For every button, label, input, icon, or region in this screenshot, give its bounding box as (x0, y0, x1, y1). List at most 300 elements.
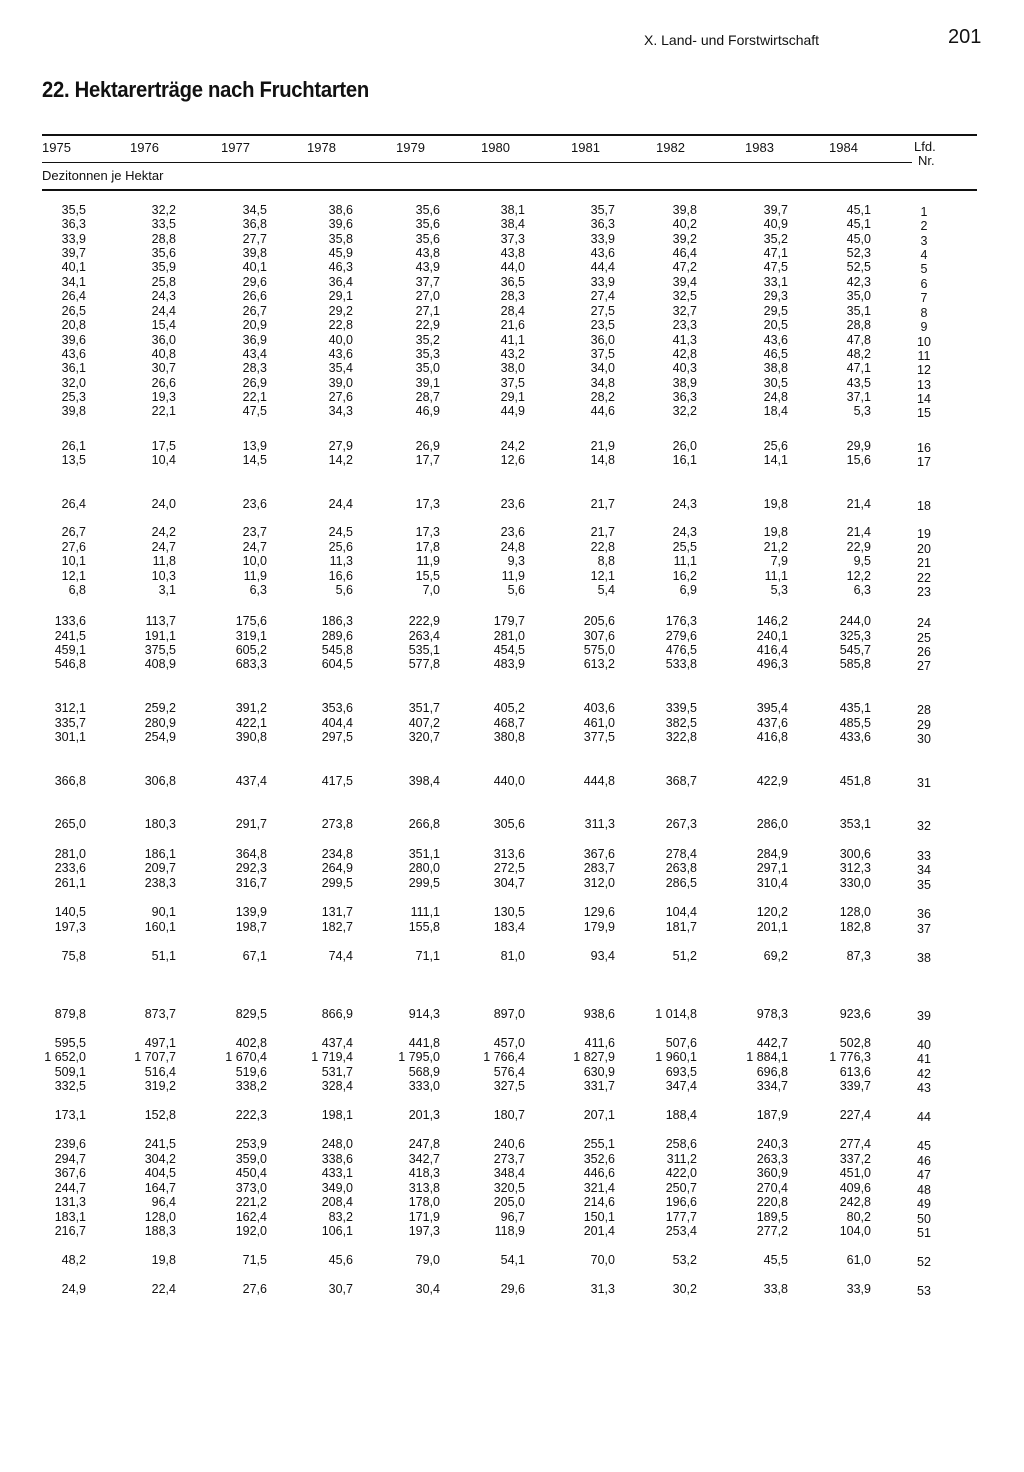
table-cell: 261,1 (54, 876, 86, 890)
table-cell: 43,9 (415, 260, 440, 274)
table-cell: 20,9 (242, 318, 267, 332)
table-cell: 244,0 (839, 614, 871, 628)
table-cell: 160,1 (144, 920, 176, 934)
table-cell: 35,6 (151, 246, 176, 260)
table-cell: 26,6 (242, 289, 267, 303)
table-cell: 7,9 (770, 554, 788, 568)
year-header-1979: 1979 (396, 140, 425, 155)
row-number: 45 (917, 1139, 931, 1153)
table-cell: 45,9 (328, 246, 353, 260)
table-cell: 104,4 (665, 905, 697, 919)
row-number: 48 (917, 1183, 931, 1197)
table-cell: 39,6 (328, 217, 353, 231)
table-cell: 43,8 (415, 246, 440, 260)
table-cell: 263,8 (665, 861, 697, 875)
table-cell: 866,9 (321, 1007, 353, 1021)
table-cell: 46,9 (415, 404, 440, 418)
table-cell: 422,9 (756, 774, 788, 788)
table-cell: 310,4 (756, 876, 788, 890)
row-number: 24 (917, 616, 931, 630)
table-cell: 27,5 (590, 304, 615, 318)
table-cell: 1 776,3 (829, 1050, 871, 1064)
row-number: 49 (917, 1197, 931, 1211)
table-cell: 42,8 (672, 347, 697, 361)
row-number: 27 (917, 659, 931, 673)
table-cell: 1 670,4 (225, 1050, 267, 1064)
table-cell: 216,7 (54, 1224, 86, 1238)
table-cell: 183,1 (54, 1210, 86, 1224)
row-number: 18 (917, 499, 931, 513)
table-cell: 349,0 (321, 1181, 353, 1195)
table-cell: 23,7 (242, 525, 267, 539)
table-cell: 404,4 (321, 716, 353, 730)
table-cell: 441,8 (408, 1036, 440, 1050)
table-cell: 21,9 (590, 439, 615, 453)
table-cell: 33,5 (151, 217, 176, 231)
table-cell: 22,1 (151, 404, 176, 418)
table-cell: 39,7 (61, 246, 86, 260)
table-cell: 11,9 (501, 569, 525, 583)
table-cell: 11,9 (416, 554, 440, 568)
table-cell: 418,3 (408, 1166, 440, 1180)
table-cell: 277,2 (756, 1224, 788, 1238)
table-cell: 35,6 (415, 232, 440, 246)
table-cell: 6,9 (679, 583, 697, 597)
table-cell: 222,9 (408, 614, 440, 628)
table-cell: 35,7 (590, 203, 615, 217)
table-cell: 173,1 (54, 1108, 86, 1122)
table-cell: 182,7 (321, 920, 353, 934)
table-cell: 39,8 (242, 246, 267, 260)
table-cell: 37,5 (500, 376, 525, 390)
table-cell: 28,4 (500, 304, 525, 318)
table-cell: 241,5 (144, 1137, 176, 1151)
table-cell: 22,9 (415, 318, 440, 332)
table-cell: 46,5 (763, 347, 788, 361)
table-cell: 35,0 (415, 361, 440, 375)
table-cell: 214,6 (583, 1195, 615, 1209)
table-cell: 380,8 (493, 730, 525, 744)
table-cell: 253,4 (665, 1224, 697, 1238)
table-cell: 12,1 (590, 569, 615, 583)
table-cell: 5,3 (770, 583, 788, 597)
table-cell: 131,3 (54, 1195, 86, 1209)
table-cell: 36,3 (672, 390, 697, 404)
table-cell: 1 795,0 (398, 1050, 440, 1064)
table-cell: 35,0 (846, 289, 871, 303)
table-cell: 21,2 (763, 540, 788, 554)
table-cell: 444,8 (583, 774, 615, 788)
table-header-bottom-rule (42, 189, 977, 191)
table-cell: 26,0 (672, 439, 697, 453)
table-cell: 106,1 (321, 1224, 353, 1238)
table-cell: 24,8 (763, 390, 788, 404)
table-cell: 47,8 (846, 333, 871, 347)
row-number: 4 (920, 248, 928, 262)
table-cell: 83,2 (328, 1210, 353, 1224)
table-cell: 30,7 (328, 1282, 353, 1296)
table-cell: 263,3 (756, 1152, 788, 1166)
table-cell: 46,3 (328, 260, 353, 274)
table-cell: 33,8 (763, 1282, 788, 1296)
table-cell: 34,1 (61, 275, 86, 289)
table-cell: 693,5 (665, 1065, 697, 1079)
table-cell: 37,1 (846, 390, 871, 404)
table-cell: 26,4 (61, 289, 86, 303)
table-cell: 38,4 (500, 217, 525, 231)
table-cell: 382,5 (665, 716, 697, 730)
table-cell: 297,1 (756, 861, 788, 875)
table-cell: 10,0 (242, 554, 267, 568)
table-cell: 605,2 (235, 643, 267, 657)
table-cell: 43,6 (590, 246, 615, 260)
table-cell: 272,5 (493, 861, 525, 875)
table-cell: 10,3 (151, 569, 176, 583)
table-cell: 829,5 (235, 1007, 267, 1021)
table-cell: 25,6 (328, 540, 353, 554)
table-cell: 27,6 (328, 390, 353, 404)
table-cell: 254,9 (144, 730, 176, 744)
table-cell: 332,5 (54, 1079, 86, 1093)
table-cell: 297,5 (321, 730, 353, 744)
table-cell: 180,3 (144, 817, 176, 831)
table-cell: 398,4 (408, 774, 440, 788)
table-cell: 177,7 (665, 1210, 697, 1224)
table-cell: 180,7 (493, 1108, 525, 1122)
table-cell: 978,3 (756, 1007, 788, 1021)
table-cell: 238,3 (144, 876, 176, 890)
row-number: 40 (917, 1038, 931, 1052)
lfd-label: Lfd. (914, 139, 936, 154)
table-cell: 613,6 (839, 1065, 871, 1079)
table-cell: 367,6 (54, 1166, 86, 1180)
table-cell: 113,7 (145, 614, 176, 628)
row-number: 34 (917, 863, 931, 877)
row-number: 32 (917, 819, 931, 833)
table-cell: 1 827,9 (573, 1050, 615, 1064)
table-cell: 40,2 (672, 217, 697, 231)
table-cell: 267,3 (665, 817, 697, 831)
table-cell: 40,1 (242, 260, 267, 274)
table-cell: 38,8 (763, 361, 788, 375)
table-cell: 22,8 (328, 318, 353, 332)
table-cell: 316,7 (235, 876, 267, 890)
table-cell: 24,9 (61, 1282, 86, 1296)
table-cell: 74,4 (328, 949, 353, 963)
table-cell: 44,9 (500, 404, 525, 418)
table-cell: 286,5 (665, 876, 697, 890)
table-cell: 5,4 (597, 583, 615, 597)
table-cell: 71,1 (415, 949, 440, 963)
table-cell: 17,8 (415, 540, 440, 554)
table-cell: 118,9 (494, 1224, 525, 1238)
lfd-nr-header (914, 140, 936, 168)
table-cell: 22,1 (242, 390, 267, 404)
table-cell: 27,6 (242, 1282, 267, 1296)
table-cell: 47,1 (763, 246, 788, 260)
table-cell: 188,3 (144, 1224, 176, 1238)
table-cell: 417,5 (321, 774, 353, 788)
table-cell: 531,7 (321, 1065, 353, 1079)
table-cell: 14,5 (242, 453, 267, 467)
table-cell: 181,7 (665, 920, 697, 934)
table-cell: 299,5 (321, 876, 353, 890)
year-header-1982: 1982 (656, 140, 685, 155)
table-cell: 69,2 (763, 949, 788, 963)
table-cell: 19,8 (151, 1253, 176, 1267)
table-cell: 338,2 (235, 1079, 267, 1093)
table-cell: 43,6 (61, 347, 86, 361)
table-cell: 533,8 (665, 657, 697, 671)
table-cell: 457,0 (493, 1036, 525, 1050)
table-cell: 366,8 (54, 774, 86, 788)
table-cell: 43,4 (242, 347, 267, 361)
table-cell: 319,2 (144, 1079, 176, 1093)
table-cell: 24,3 (151, 289, 176, 303)
year-header-1981: 1981 (571, 140, 600, 155)
table-cell: 81,0 (500, 949, 525, 963)
table-cell: 104,0 (839, 1224, 871, 1238)
table-cell: 277,4 (839, 1137, 871, 1151)
table-cell: 21,7 (590, 497, 615, 511)
table-cell: 408,9 (144, 657, 176, 671)
table-cell: 331,7 (583, 1079, 615, 1093)
table-cell: 364,8 (235, 847, 267, 861)
table-cell: 29,6 (500, 1282, 525, 1296)
table-cell: 32,5 (672, 289, 697, 303)
table-cell: 47,5 (763, 260, 788, 274)
table-cell: 348,4 (493, 1166, 525, 1180)
table-cell: 459,1 (54, 643, 86, 657)
table-cell: 15,6 (846, 453, 871, 467)
table-cell: 54,1 (500, 1253, 525, 1267)
table-cell: 286,0 (756, 817, 788, 831)
table-cell: 24,7 (151, 540, 176, 554)
table-cell: 13,9 (242, 439, 267, 453)
table-cell: 45,0 (846, 232, 871, 246)
table-cell: 335,7 (54, 716, 86, 730)
table-cell: 5,6 (507, 583, 525, 597)
table-cell: 183,4 (493, 920, 525, 934)
table-cell: 32,2 (672, 404, 697, 418)
table-cell: 29,6 (242, 275, 267, 289)
table-cell: 188,4 (665, 1108, 697, 1122)
table-cell: 26,7 (242, 304, 267, 318)
table-cell: 405,2 (493, 701, 525, 715)
table-cell: 37,3 (500, 232, 525, 246)
table-cell: 300,6 (839, 847, 871, 861)
table-cell: 38,0 (500, 361, 525, 375)
table-cell: 281,0 (54, 847, 86, 861)
table-cell: 179,7 (493, 614, 525, 628)
table-cell: 96,7 (500, 1210, 525, 1224)
table-cell: 416,4 (756, 643, 788, 657)
table-cell: 11,1 (673, 554, 697, 568)
table-cell: 32,0 (61, 376, 86, 390)
table-cell: 24,2 (500, 439, 525, 453)
row-number: 53 (917, 1284, 931, 1298)
table-cell: 36,3 (61, 217, 86, 231)
table-cell: 13,5 (61, 453, 86, 467)
table-cell: 377,5 (583, 730, 615, 744)
table-cell: 40,3 (672, 361, 697, 375)
table-cell: 27,0 (415, 289, 440, 303)
table-cell: 139,9 (235, 905, 267, 919)
table-cell: 14,2 (328, 453, 353, 467)
table-cell: 178,0 (408, 1195, 440, 1209)
row-number: 38 (917, 951, 931, 965)
table-cell: 468,7 (493, 716, 525, 730)
row-number: 5 (920, 262, 928, 276)
table-cell: 568,9 (408, 1065, 440, 1079)
table-cell: 192,0 (235, 1224, 267, 1238)
table-cell: 27,9 (328, 439, 353, 453)
table-cell: 23,6 (500, 497, 525, 511)
table-cell: 496,3 (756, 657, 788, 671)
table-cell: 241,5 (54, 629, 86, 643)
table-cell: 12,1 (61, 569, 86, 583)
table-cell: 25,3 (61, 390, 86, 404)
table-cell: 186,3 (321, 614, 353, 628)
table-cell: 352,6 (583, 1152, 615, 1166)
table-cell: 255,1 (583, 1137, 615, 1151)
table-cell: 507,6 (665, 1036, 697, 1050)
table-cell: 42,3 (846, 275, 871, 289)
table-cell: 35,2 (763, 232, 788, 246)
page-header-section: X. Land- und Forstwirtschaft (644, 32, 820, 48)
table-cell: 312,1 (54, 701, 86, 715)
table-cell: 613,2 (583, 657, 615, 671)
table-cell: 535,1 (408, 643, 440, 657)
table-cell: 914,3 (408, 1007, 440, 1021)
table-cell: 187,9 (756, 1108, 788, 1122)
table-cell: 11,1 (764, 569, 788, 583)
table-cell: 18,4 (763, 404, 788, 418)
table-cell: 337,2 (839, 1152, 871, 1166)
table-cell: 37,5 (590, 347, 615, 361)
table-cell: 19,3 (151, 390, 176, 404)
table-cell: 422,1 (235, 716, 267, 730)
table-cell: 46,4 (672, 246, 697, 260)
table-cell: 266,8 (408, 817, 440, 831)
table-cell: 128,0 (144, 1210, 176, 1224)
table-cell: 30,7 (151, 361, 176, 375)
table-cell: 140,5 (54, 905, 86, 919)
table-cell: 40,0 (328, 333, 353, 347)
table-cell: 208,4 (321, 1195, 353, 1209)
table-cell: 338,6 (321, 1152, 353, 1166)
table-cell: 27,1 (415, 304, 440, 318)
table-cell: 201,4 (583, 1224, 615, 1238)
row-number: 7 (920, 291, 928, 305)
table-cell: 12,2 (846, 569, 871, 583)
row-number: 16 (917, 441, 931, 455)
table-cell: 6,8 (68, 583, 86, 597)
table-cell: 36,1 (61, 361, 86, 375)
table-cell: 247,8 (408, 1137, 440, 1151)
table-cell: 368,7 (665, 774, 697, 788)
table-cell: 38,9 (672, 376, 697, 390)
table-cell: 45,1 (846, 203, 871, 217)
table-cell: 33,9 (590, 275, 615, 289)
table-cell: 36,0 (590, 333, 615, 347)
table-cell: 36,8 (242, 217, 267, 231)
year-header-1977: 1977 (221, 140, 250, 155)
row-number: 28 (917, 703, 931, 717)
table-cell: 29,9 (846, 439, 871, 453)
table-cell: 131,7 (321, 905, 353, 919)
table-cell: 21,7 (590, 525, 615, 539)
table-cell: 5,3 (853, 404, 871, 418)
row-number: 30 (917, 732, 931, 746)
table-cell: 162,4 (235, 1210, 267, 1224)
row-number: 33 (917, 849, 931, 863)
table-cell: 201,3 (408, 1108, 440, 1122)
table-cell: 24,4 (328, 497, 353, 511)
table-cell: 26,4 (61, 497, 86, 511)
table-cell: 306,8 (144, 774, 176, 788)
table-cell: 347,4 (665, 1079, 697, 1093)
table-cell: 41,3 (672, 333, 697, 347)
table-cell: 516,4 (144, 1065, 176, 1079)
table-cell: 36,0 (151, 333, 176, 347)
table-cell: 26,5 (61, 304, 86, 318)
table-cell: 38,6 (328, 203, 353, 217)
table-cell: 328,4 (321, 1079, 353, 1093)
table-cell: 43,6 (328, 347, 353, 361)
row-number: 42 (917, 1067, 931, 1081)
table-cell: 222,3 (235, 1108, 267, 1122)
table-cell: 205,0 (493, 1195, 525, 1209)
row-number: 6 (920, 277, 928, 291)
table-cell: 197,3 (408, 1224, 440, 1238)
row-number: 41 (917, 1052, 931, 1066)
table-cell: 36,4 (328, 275, 353, 289)
year-header-1975: 1975 (42, 140, 71, 155)
table-cell: 270,4 (756, 1181, 788, 1195)
table-cell: 330,0 (839, 876, 871, 890)
table-cell: 5,6 (335, 583, 353, 597)
table-cell: 312,3 (839, 861, 871, 875)
table-cell: 53,2 (672, 1253, 697, 1267)
table-cell: 24,2 (151, 525, 176, 539)
table-cell: 32,7 (672, 304, 697, 318)
table-cell: 227,4 (839, 1108, 871, 1122)
table-cell: 485,5 (839, 716, 871, 730)
table-cell: 454,5 (493, 643, 525, 657)
table-cell: 395,4 (756, 701, 788, 715)
row-number: 26 (917, 645, 931, 659)
table-cell: 16,6 (328, 569, 353, 583)
table-cell: 283,7 (583, 861, 615, 875)
table-cell: 38,1 (500, 203, 525, 217)
table-cell: 197,3 (54, 920, 86, 934)
table-cell: 221,2 (235, 1195, 267, 1209)
row-number: 23 (917, 585, 931, 599)
table-cell: 24,7 (242, 540, 267, 554)
table-cell: 196,6 (665, 1195, 697, 1209)
table-cell: 10,1 (61, 554, 86, 568)
table-cell: 47,5 (242, 404, 267, 418)
table-cell: 130,5 (493, 905, 525, 919)
table-top-rule (42, 134, 977, 136)
table-cell: 201,1 (756, 920, 788, 934)
table-cell: 24,4 (151, 304, 176, 318)
table-cell: 35,8 (328, 232, 353, 246)
table-cell: 39,6 (61, 333, 86, 347)
table-cell: 220,8 (756, 1195, 788, 1209)
table-cell: 39,2 (672, 232, 697, 246)
